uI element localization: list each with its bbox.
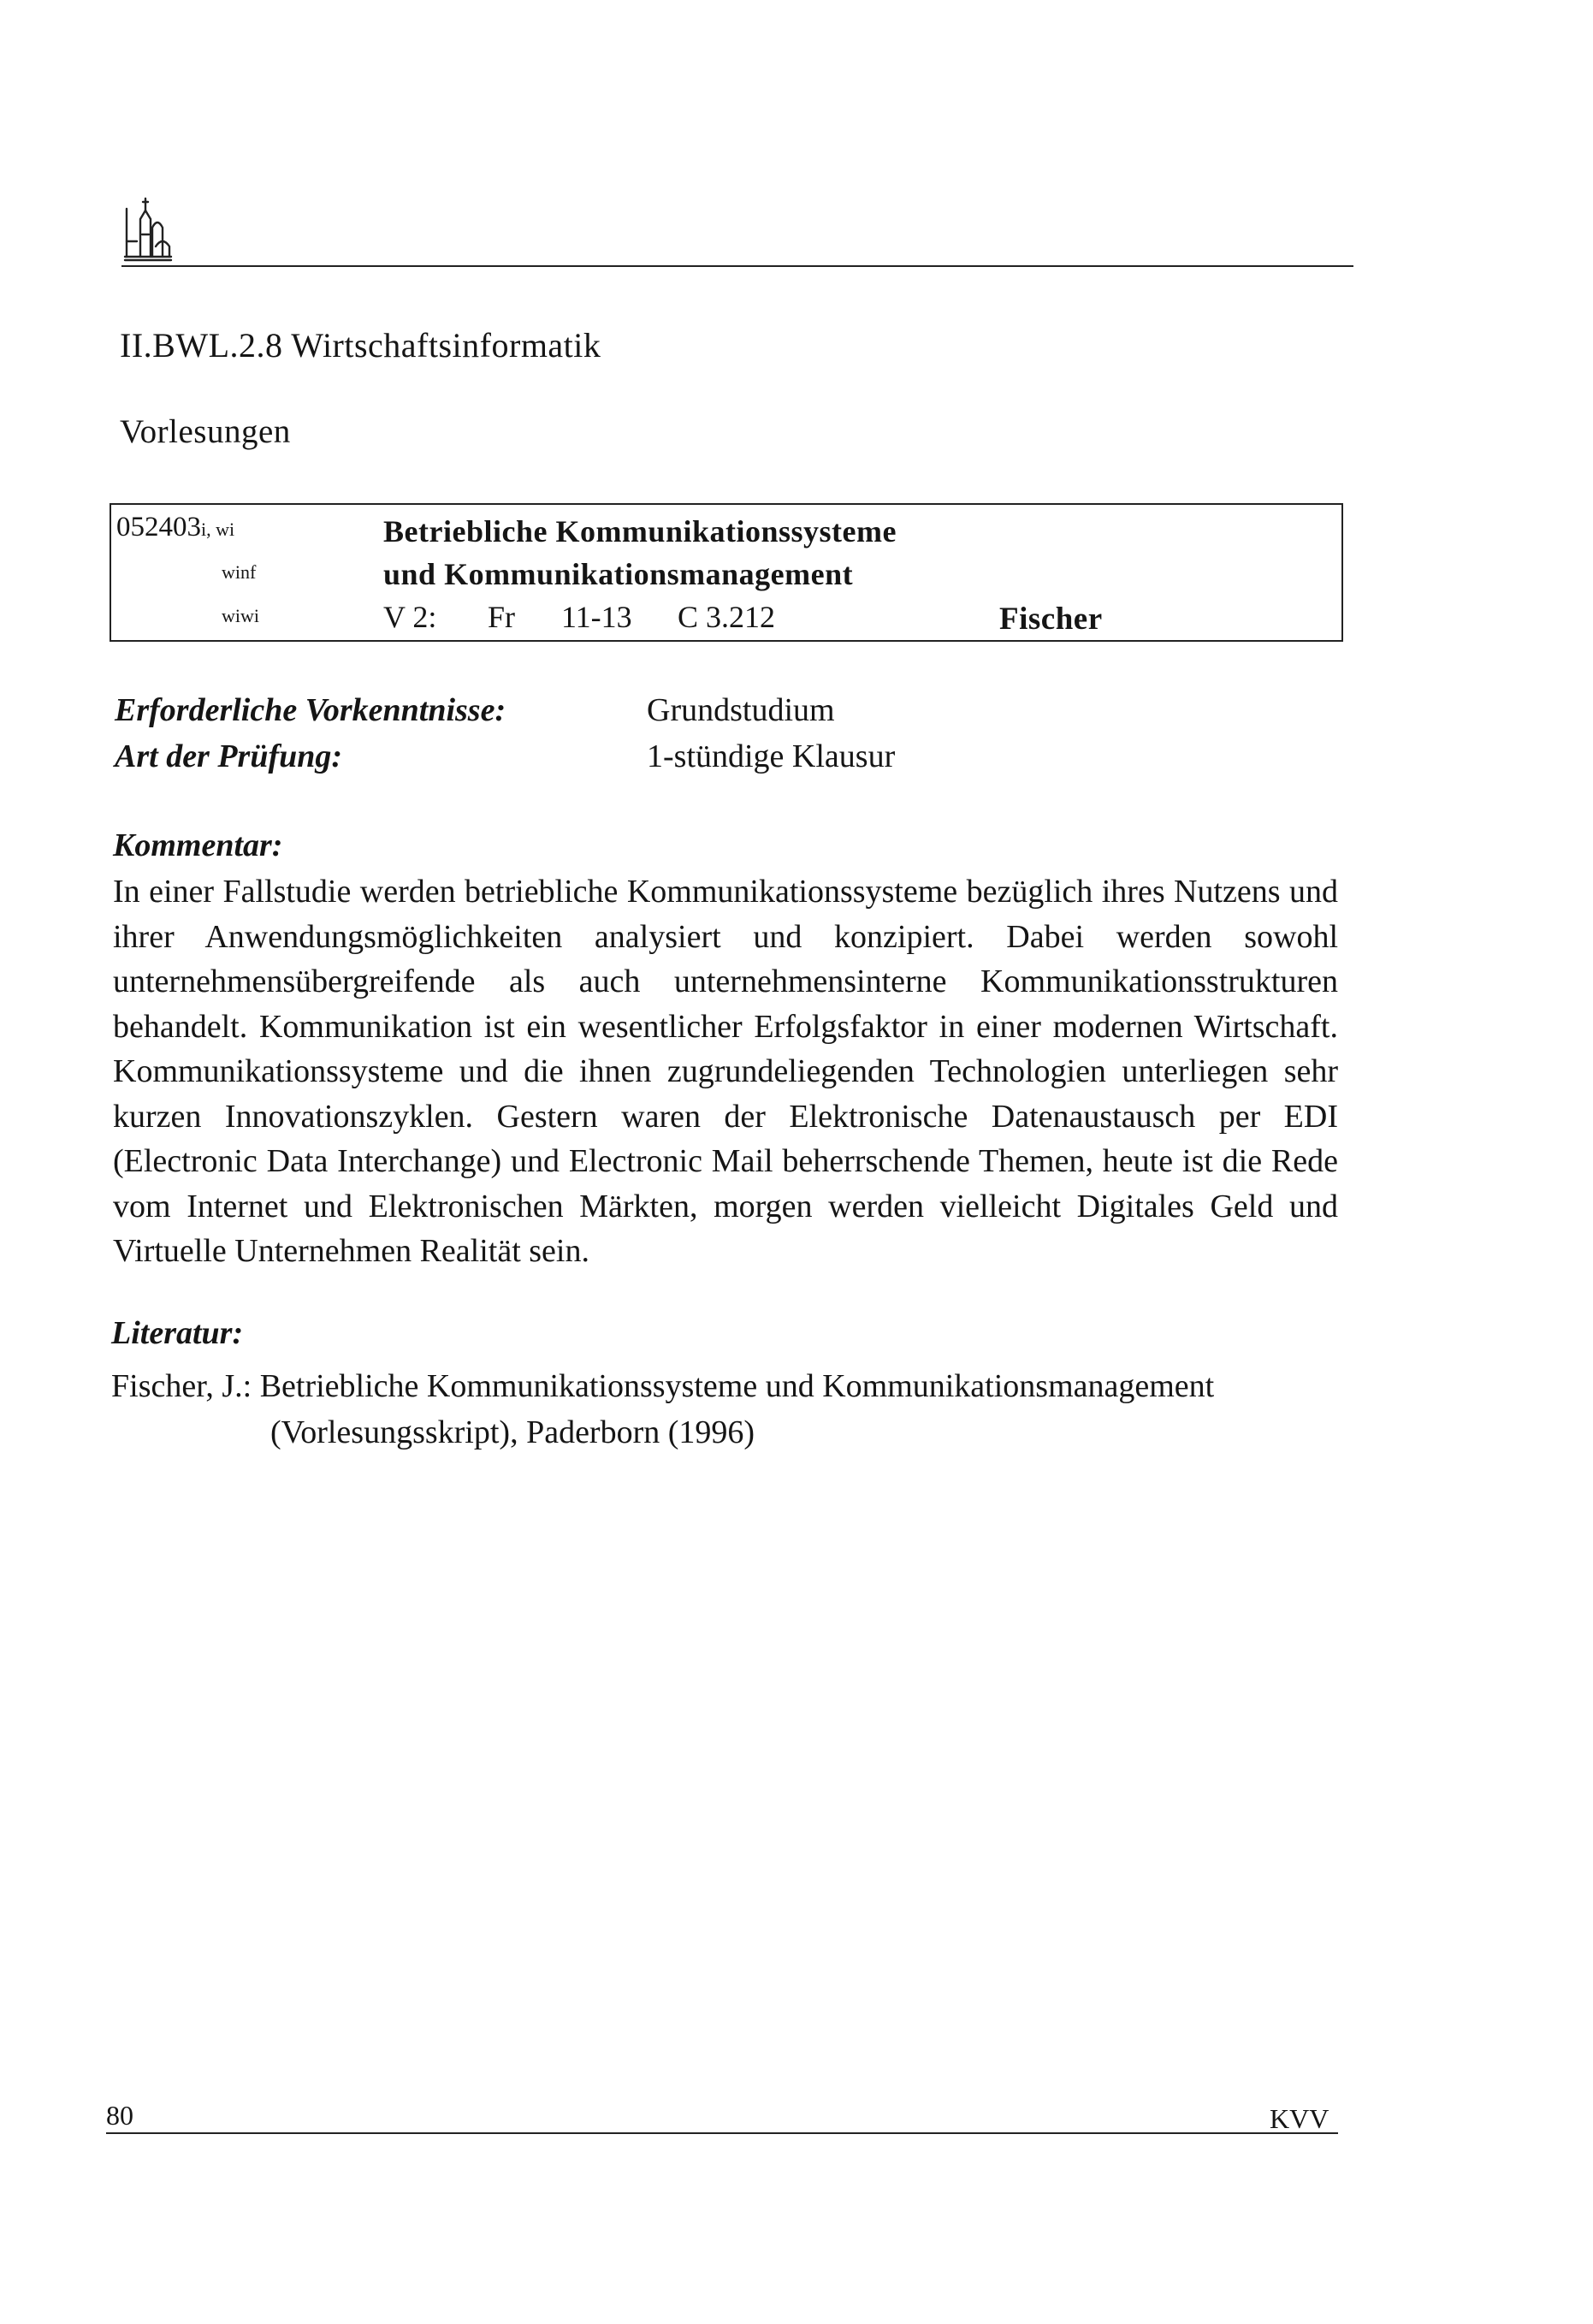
comment-text — [113, 869, 1338, 1274]
literature-entry-line1: Fischer, J.: Betriebliche Kommunikationssysteme und Kommunikationsmanagement — [111, 1368, 1215, 1404]
course-day: Fr — [488, 600, 516, 634]
course-audience-winf: winf — [222, 561, 257, 583]
comment-paragraph: In einer Fallstudie werden betriebliche Kommunikationssysteme bezüglich ihres Nutzens und ihrer Anwendungsmöglichkeiten analysiert und konzipiert. Dabei werden sowohl unternehmensübergreifende als auch unternehmensinterne Kommunikationsstrukturen behandelt. Kommunikation ist ein wesentlicher Erfolgsfaktor in einer modernen Wirtschaft. Kommunikationssysteme und die ihnen zugrundeliegenden Technologien unterliegen sehr kurzen Innovationszyklen. Gestern waren der Elektronische Datenaustausch per EDI (Electronic Data Interchange) und Electronic Mail beherrschende Themen, heute ist die Rede vom Internet und Elektronischen Märkten, morgen werden vielleicht Digitales Geld und Virtuelle Unternehmen Realität sein. — [113, 874, 1338, 1269]
prereq-value: Grundstudium — [647, 692, 835, 728]
header-rule — [121, 265, 1353, 267]
exam-label: Art der Prüfung: — [115, 738, 343, 774]
course-box — [110, 503, 1343, 642]
footer-rule — [106, 2132, 1338, 2134]
section-title: II.BWL.2.8 Wirtschaftsinformatik — [120, 326, 601, 365]
page-number: 80 — [106, 2100, 133, 2131]
course-audience-wiwi: wiwi — [222, 605, 259, 626]
course-room: C 3.212 — [678, 600, 776, 634]
course-time: 11-13 — [561, 600, 632, 634]
course-number: 052403 — [116, 512, 201, 542]
lectures-heading: Vorlesungen — [120, 413, 291, 450]
literature-entry-line2: (Vorlesungsskript), Paderborn (1996) — [270, 1414, 755, 1450]
course-code-suffix: i, wi — [201, 519, 235, 540]
exam-value: 1-stündige Klausur — [647, 738, 896, 774]
prereq-label: Erforderliche Vorkenntnisse: — [115, 692, 506, 728]
course-lecturer: Fischer — [999, 602, 1103, 637]
course-title-line1: Betriebliche Kommunikationssysteme — [383, 514, 897, 548]
paderborn-logo-icon — [121, 193, 175, 264]
literature-label: Literatur: — [111, 1315, 244, 1351]
course-code — [116, 512, 234, 543]
course-type: V 2: — [383, 600, 437, 634]
comment-label: Kommentar: — [113, 827, 283, 863]
footer-label: KVV — [1270, 2103, 1329, 2134]
course-title-line2: und Kommunikationsmanagement — [383, 557, 854, 591]
